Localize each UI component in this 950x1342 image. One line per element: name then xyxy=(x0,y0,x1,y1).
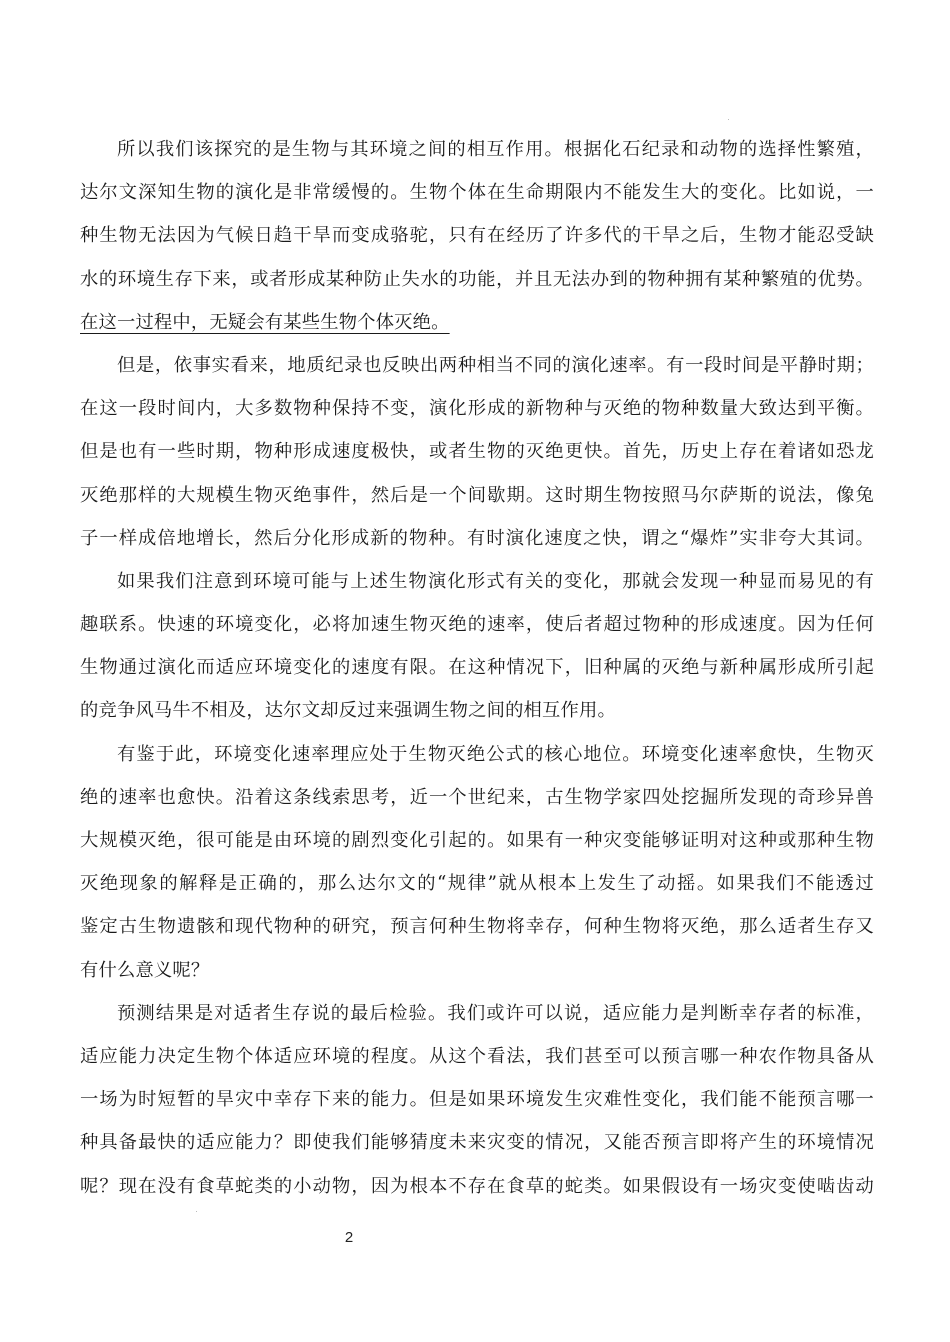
paragraph-4 xyxy=(80,733,874,992)
text-line: 的竞争风马牛不相及，达尔文却反过来强调生物之间的相互作用。 xyxy=(80,700,616,722)
text-line: 所以我们该探究的是生物与其环境之间的相互作用。根据化石纪录和动物的选择性繁殖， xyxy=(117,139,874,160)
text-line: 但是，依事实看来，地质纪录也反映出两种相当不同的演化速率。有一段时间是平静时期； xyxy=(117,354,874,376)
paragraph-2 xyxy=(80,344,874,560)
text-line: 水的环境生存下来，或者形成某种防止失水的功能，并且无法办到的物种拥有某种繁殖的优势。 xyxy=(80,268,874,290)
text-line: 有鉴于此，环境变化速率理应处于生物灭绝公式的核心地位。环境变化速率愈快，生物灭 xyxy=(117,743,874,765)
scan-speck xyxy=(728,119,729,120)
underlined-sentence: 在这一过程中，无疑会有某些生物个体灭绝。 xyxy=(80,311,450,333)
paragraph-1 xyxy=(80,128,874,344)
text-line: 一场为时短暂的旱灾中幸存下来的能力。但是如果环境发生灾难性变化，我们能不能预言哪一 xyxy=(80,1089,874,1111)
text-line: 如果我们注意到环境可能与上述生物演化形式有关的变化，那就会发现一种显而易见的有 xyxy=(117,570,874,592)
text-line: 子一样成倍地增长，然后分化形成新的物种。有时演化速度之快，谓之“爆炸”实非夸大其词。 xyxy=(80,527,874,549)
text-line: 但是也有一些时期，物种形成速度极快，或者生物的灭绝更快。首先，历史上存在着诸如恐龙 xyxy=(80,441,874,463)
text-line: 预测结果是对适者生存说的最后检验。我们或许可以说，适应能力是判断幸存者的标准， xyxy=(117,1002,874,1024)
text-line: 灭绝现象的解释是正确的，那么达尔文的“规律”就从根本上发生了动摇。如果我们不能透过 xyxy=(80,873,874,895)
text-line: 大规模灭绝，很可能是由环境的剧烈变化引起的。如果有一种灾变能够证明对这种或那种生物 xyxy=(80,830,874,851)
text-line: 在这一段时间内，大多数物种保持不变，演化形成的新物种与灭绝的物种数量大致达到平衡。 xyxy=(80,398,874,420)
paragraph-3 xyxy=(80,560,874,733)
text-line: 适应能力决定生物个体适应环境的程度。从这个看法，我们甚至可以预言哪一种农作物具备从 xyxy=(80,1045,874,1067)
text-line: 呢？现在没有食草蛇类的小动物，因为根本不存在食草的蛇类。如果假设有一场灾变使啮齿动 xyxy=(80,1175,874,1197)
text-line: 灭绝那样的大规模生物灭绝事件，然后是一个间歇期。这时期生物按照马尔萨斯的说法，像兔 xyxy=(80,484,874,506)
text-line-underlined xyxy=(80,301,874,344)
text-line: 生物通过演化而适应环境变化的速度有限。在这种情况下，旧种属的灭绝与新种属形成所引起 xyxy=(80,657,874,679)
text-line: 鉴定古生物遗骸和现代物种的研究，预言何种生物将幸存，何种生物将灭绝，那么适者生存又 xyxy=(80,916,874,938)
text-line: 有什么意义呢？ xyxy=(80,959,210,981)
text-line: 种具备最快的适应能力？即使我们能够猜度未来灾变的情况，又能否预言即将产生的环境情况 xyxy=(80,1132,874,1154)
text-line: 达尔文深知生物的演化是非常缓慢的。生物个体在生命期限内不能发生大的变化。比如说，一 xyxy=(80,182,874,204)
text-line: 趣联系。快速的环境变化，必将加速生物灭绝的速率，使后者超过物种的形成速度。因为任何 xyxy=(80,614,874,636)
body-text xyxy=(80,128,874,1208)
scan-speck xyxy=(196,1211,197,1212)
paragraph-5 xyxy=(80,992,874,1208)
page-number: 2 xyxy=(344,1229,354,1246)
text-line: 绝的速率也愈快。沿着这条线索思考，近一个世纪来，古生物学家四处挖掘所发现的奇珍异兽 xyxy=(80,786,874,808)
text-line: 种生物无法因为气候日趋干旱而变成骆驼，只有在经历了许多代的干旱之后，生物才能忍受缺 xyxy=(80,225,874,247)
